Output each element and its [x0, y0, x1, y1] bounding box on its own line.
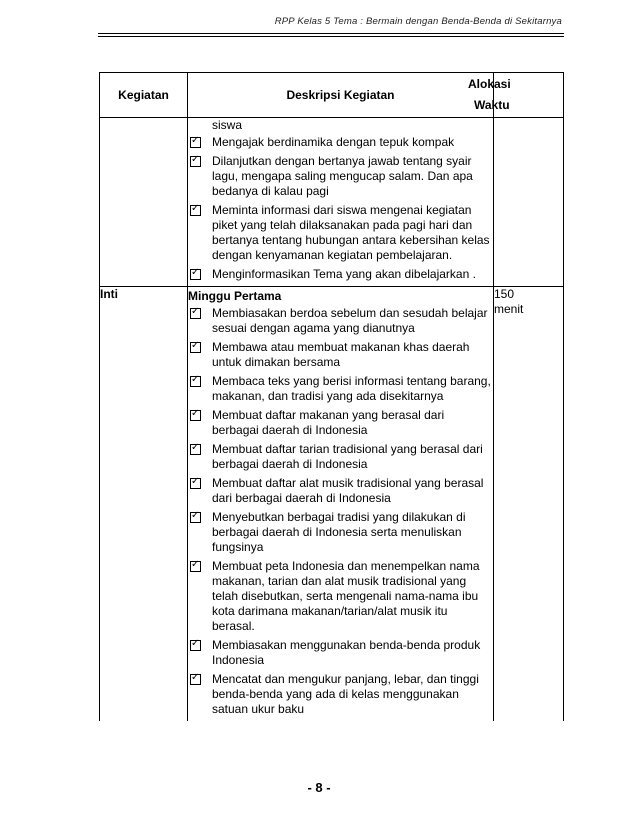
waktu-unit: menit [494, 302, 524, 316]
header-alokasi-line2: Waktu [474, 98, 510, 112]
checkbox-icon [190, 205, 201, 216]
table-row [100, 287, 564, 722]
checkbox-icon [190, 444, 201, 455]
list-item: ✓ Membuat daftar tarian tradisional yang berasal dari berbagai daerah di Indonesia [188, 442, 493, 472]
checkbox-icon [190, 561, 201, 572]
waktu-cell-pendahuluan [494, 118, 564, 287]
list-item: ✓ Meminta informasi dari siswa mengenai kegiatan piket yang telah dilaksanakan pada pagi hari dan bertanya tentang hubungan antara kebersihan kelas dengan kenyamanan kegiatan pembelajaran. [188, 203, 493, 263]
header-rule [98, 33, 564, 34]
header-alokasi-line1: Alokasi [468, 77, 511, 91]
deskripsi-cell-inti [188, 287, 494, 722]
list-item: ✓ Membiasakan menggunakan benda-benda produk Indonesia [188, 638, 493, 668]
page-number: - 8 - [307, 780, 331, 795]
running-head: RPP Kelas 5 Tema : Bermain dengan Benda-Benda di Sekitarnya [274, 16, 562, 27]
checkbox-icon [190, 512, 201, 523]
list-item: ✓ Menyebutkan berbagai tradisi yang dilakukan di berbagai daerah di Indonesia serta menuliskan fungsinya [188, 510, 493, 555]
list-item: ✓ Membiasakan berdoa sebelum dan sesudah belajar sesuai dengan agama yang dianutnya [188, 306, 493, 336]
deskripsi-cell-pendahuluan [188, 118, 494, 287]
continuation-text: siswa [212, 118, 243, 132]
waktu-cell-inti [494, 287, 564, 722]
checkbox-icon [190, 376, 201, 387]
table-row [100, 118, 564, 287]
list-item: ✓ Membuat daftar alat musik tradisional yang berasal dari berbagai daerah di Indonesia [188, 476, 493, 506]
table-header-row [100, 73, 564, 118]
checkbox-icon [190, 137, 201, 148]
checkbox-icon [190, 308, 201, 319]
checkbox-icon [190, 674, 201, 685]
list-item: ✓ Mencatat dan mengukur panjang, lebar, dan tinggi benda-benda yang ada di kelas menggunakan satuan ukur baku [188, 672, 493, 717]
lesson-plan-table [99, 72, 564, 721]
activity-list-pendahuluan [188, 135, 493, 282]
checkbox-icon [190, 342, 201, 353]
checkbox-icon [190, 269, 201, 280]
list-item: ✓ Mengajak berdinamika dengan tepuk kompak [188, 135, 493, 150]
checkbox-icon [190, 410, 201, 421]
kegiatan-cell-pendahuluan [100, 118, 188, 287]
list-item: ✓ Membuat daftar makanan yang berasal dari berbagai daerah di Indonesia [188, 408, 493, 438]
header-alokasi [468, 73, 564, 118]
header-kegiatan: Kegiatan [100, 73, 188, 118]
kegiatan-cell-inti: Inti [100, 287, 188, 722]
checkbox-icon [190, 478, 201, 489]
list-item: ✓ Membuat peta Indonesia dan menempelkan nama makanan, tarian dan alat musik tradisional yang telah disebutkan, serta mengenali nama-nama ibu kota darimana makanan/tarian/alat musik itu berasal. [188, 559, 493, 634]
week-title: Minggu Pertama [188, 289, 282, 303]
header-rule-thin [98, 36, 564, 37]
checkbox-icon [190, 156, 201, 167]
list-item: ✓ Membawa atau membuat makanan khas daerah untuk dimakan bersama [188, 340, 493, 370]
list-item: ✓ Membaca teks yang berisi informasi tentang barang, makanan, dan tradisi yang ada disekitarnya [188, 374, 493, 404]
activity-list-inti [188, 306, 493, 717]
list-item: ✓ Menginformasikan Tema yang akan dibelajarkan . [188, 267, 493, 282]
checkbox-icon [190, 640, 201, 651]
header-deskripsi: Deskripsi Kegiatan [188, 73, 494, 118]
waktu-value: 150 [494, 287, 515, 301]
list-item: ✓ Dilanjutkan dengan bertanya jawab tentang syair lagu, mengapa saling mengucap salam. Dan apa bedanya di kalau pagi [188, 154, 493, 199]
